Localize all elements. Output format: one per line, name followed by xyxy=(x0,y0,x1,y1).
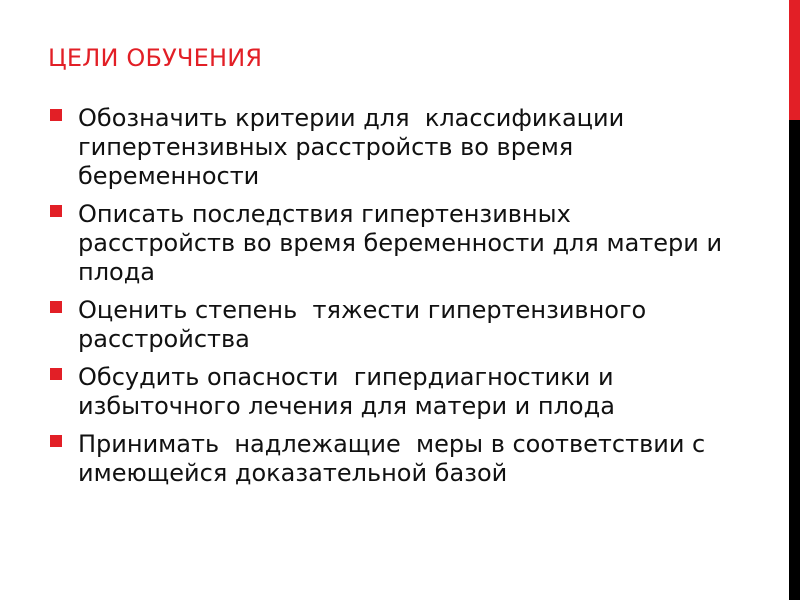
bullet-text: Обозначить критерии для классификации гипертензивных расстройств во время беременности xyxy=(78,104,625,190)
accent-bar-black xyxy=(789,120,800,600)
bullet-text: Оценить степень тяжести гипертензивного расстройства xyxy=(78,296,647,353)
square-bullet-icon xyxy=(50,109,62,121)
square-bullet-icon xyxy=(50,205,62,217)
bullet-item xyxy=(48,200,768,287)
bullet-item xyxy=(48,430,768,488)
bullet-text: Описать последствия гипертензивных расстройств во время беременности для матери и плода xyxy=(78,200,723,286)
bullet-item xyxy=(48,104,768,191)
bullet-text: Обсудить опасности гипердиагностики и избыточного лечения для матери и плода xyxy=(78,363,615,420)
bullet-text: Принимать надлежащие меры в соответствии с имеющейся доказательной базой xyxy=(78,430,706,487)
slide-title: ЦЕЛИ ОБУЧЕНИЯ xyxy=(48,44,263,72)
square-bullet-icon xyxy=(50,435,62,447)
square-bullet-icon xyxy=(50,301,62,313)
square-bullet-icon xyxy=(50,368,62,380)
accent-bar-red xyxy=(789,0,800,120)
bullet-list xyxy=(48,104,768,497)
bullet-item xyxy=(48,296,768,354)
bullet-item xyxy=(48,363,768,421)
